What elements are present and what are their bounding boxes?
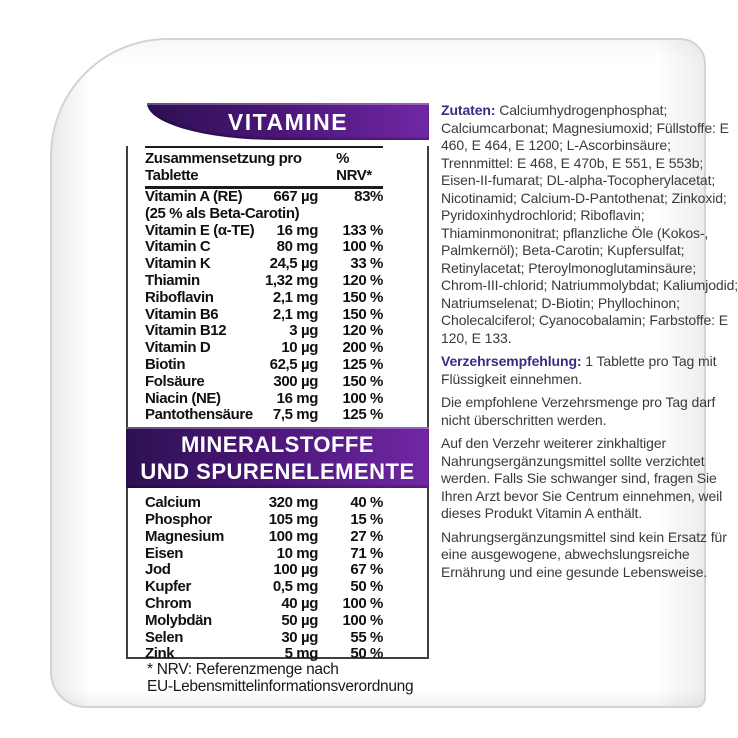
table-row	[145, 239, 383, 256]
nutrient-nrv: 125 %	[342, 406, 383, 424]
nutrient-nrv: 27 %	[350, 527, 383, 545]
vitamins-header-title: VITAMINE	[227, 109, 349, 135]
ingredients-paragraph	[441, 102, 738, 347]
nutrient-nrv: 125 %	[342, 355, 383, 373]
nutrient-name: Thiamin	[145, 271, 200, 289]
nutrient-nrv: 150 %	[342, 288, 383, 306]
table-row	[145, 630, 383, 647]
nrv-footnote-line2: EU-Lebensmittelinformationsverordnung	[147, 678, 414, 695]
nutrient-amount: 40 µg	[281, 594, 318, 612]
nutrient-amount: 320 mg	[268, 494, 318, 512]
table-header-row	[145, 146, 383, 189]
table-row	[145, 323, 383, 340]
nutrient-name: Biotin	[145, 355, 186, 373]
nutrient-subnote: (25 % als Beta-Carotin)	[145, 204, 300, 222]
nutrient-nrv: 83%	[354, 188, 383, 205]
ingredients-text: Calciumhydrogenphosphat; Calciumcarbonat; Magnesiumoxid; Füllstoffe: E 460, E 464, E 1200; L-Ascorbinsäure; Trennmittel: E 468, E 470b, E 551, E 553b; Eisen-II-fumarat; DL-alpha-Tocopherylacetat; Nicotinamid; Calcium-D-Pantothenat; Zinkoxid; Pyridoxinhydrochlorid; Riboflavin; Thiaminmononitrat; pflanzliche Öle (Kokos-, Palmkernöl); Beta-Carotin; Kupfersulfat; Retinylacetat; Pteroylmonoglutaminsäure; Chrom-III-chlorid; Natriummolybdat; Kaliumjodid; Natriumselenat; D-Biotin; Phyllochinon; Cholecalciferol; Cyanocobalamin; Farbstoffe: E 120, E 133.	[441, 102, 738, 346]
nutrient-name: Calcium	[145, 494, 201, 512]
nutrient-amount: 100 mg	[268, 527, 318, 545]
table-row	[145, 596, 383, 613]
table-row	[145, 529, 383, 546]
nutrient-amount: 30 µg	[281, 628, 318, 646]
nutrient-nrv: 150 %	[342, 305, 383, 323]
nutrient-nrv: 100 %	[342, 594, 383, 612]
nutrient-amount: 16 mg	[276, 221, 318, 239]
nrv-column-header: % NRV*	[336, 150, 372, 184]
nutrient-nrv: 50 %	[350, 645, 383, 663]
table-row	[145, 290, 383, 307]
table-row	[145, 340, 383, 357]
nutrient-name: Vitamin B12	[145, 322, 227, 340]
nrv-footnote	[147, 661, 413, 695]
nutrient-amount: 5 mg	[284, 645, 318, 663]
nutrient-amount: 50 µg	[281, 611, 318, 629]
information-text-column	[441, 102, 738, 587]
table-row	[145, 223, 383, 240]
table-row	[145, 273, 383, 290]
nutrient-name: Jod	[145, 561, 171, 579]
nutrient-amount: 16 mg	[276, 389, 318, 407]
nrv-footnote-line1: * NRV: Referenzmenge nach	[147, 661, 339, 678]
minerals-header-line1: MINERALSTOFFE	[180, 432, 375, 458]
nutrient-amount: 300 µg	[273, 372, 318, 390]
vitamins-table	[145, 189, 383, 424]
table-row	[145, 189, 383, 223]
nutrient-nrv: 55 %	[350, 628, 383, 646]
nutrient-amount: 2,1 mg	[272, 288, 318, 306]
nutrient-nrv: 50 %	[350, 578, 383, 596]
nutrient-name: Vitamin K	[145, 255, 211, 273]
table-row	[145, 495, 383, 512]
nutrient-amount: 0,5 mg	[272, 578, 318, 596]
nutrient-amount: 3 µg	[289, 322, 318, 340]
minerals-header-line2: UND SPURENELEMENTE	[140, 459, 415, 485]
table-row	[145, 407, 383, 424]
table-row	[145, 307, 383, 324]
nutrient-amount: 7,5 mg	[272, 406, 318, 424]
nutrient-amount: 10 mg	[276, 544, 318, 562]
nutrient-name: Eisen	[145, 544, 184, 562]
table-row	[145, 579, 383, 596]
nutrient-amount: 24,5 µg	[269, 255, 318, 273]
nutrient-amount: 1,32 mg	[264, 271, 318, 289]
nutrient-nrv: 71 %	[350, 544, 383, 562]
vitamins-header-band	[147, 103, 429, 140]
nutrient-name: Phosphor	[145, 510, 212, 528]
nutrient-nrv: 100 %	[342, 389, 383, 407]
minerals-header-band	[126, 427, 429, 488]
usage-paragraph	[441, 353, 738, 388]
table-row	[145, 256, 383, 273]
nutrition-facts-panel	[126, 103, 429, 663]
nutrient-name: Vitamin A (RE)	[145, 188, 243, 205]
usage-text: 1 Tablette pro Tag mit Flüssigkeit einnehmen.	[441, 353, 717, 387]
nutrient-amount: 667 µg	[273, 188, 318, 205]
nutrient-nrv: 15 %	[350, 510, 383, 528]
disclaimer-paragraph: Nahrungsergänzungsmittel sind kein Ersatz für eine ausgewogene, abwechslungsreiche Ernährung und eine gesunde Lebensweise.	[441, 528, 727, 580]
table-row	[145, 357, 383, 374]
dose-warning-paragraph: Die empfohlene Verzehrsmenge pro Tag darf nicht überschritten werden.	[441, 394, 716, 428]
nutrient-amount: 105 mg	[268, 510, 318, 528]
ingredients-label: Zutaten:	[441, 102, 496, 118]
nutrient-name: Pantothensäure	[145, 406, 253, 424]
composition-column-header: Zusammensetzung pro Tablette	[145, 150, 302, 184]
nutrition-table-body	[126, 146, 429, 663]
table-row	[145, 512, 383, 529]
nutrient-nrv: 40 %	[350, 494, 383, 512]
table-row	[145, 562, 383, 579]
nutrient-nrv: 33 %	[350, 255, 383, 273]
nutrient-nrv: 120 %	[342, 271, 383, 289]
table-row	[145, 546, 383, 563]
nutrient-name: Kupfer	[145, 578, 191, 596]
nutrient-name: Magnesium	[145, 527, 224, 545]
minerals-table	[145, 495, 383, 663]
nutrient-nrv: 120 %	[342, 322, 383, 340]
nutrient-name: Selen	[145, 628, 184, 646]
nutrient-amount: 62,5 µg	[269, 355, 318, 373]
table-row	[145, 374, 383, 391]
usage-label: Verzehrsempfehlung:	[441, 353, 582, 369]
nutrient-name: Vitamin B6	[145, 305, 219, 323]
nutrient-nrv: 150 %	[342, 372, 383, 390]
nutrient-amount: 80 mg	[276, 238, 318, 256]
nutrient-name: Zink	[145, 645, 175, 663]
package-back-panel	[50, 38, 738, 708]
nutrient-name: Molybdän	[145, 611, 212, 629]
nutrient-name: Niacin (NE)	[145, 389, 221, 407]
zinc-warning-paragraph: Auf den Verzehr weiterer zinkhaltiger Nahrungsergänzungsmittel sollte verzichtet werden. Falls Sie schwanger sind, fragen Sie Ihren Arzt bevor Sie Centrum einnehmen, weil dieses Produkt Vitamin A enthält.	[441, 435, 723, 521]
nutrient-nrv: 133 %	[342, 221, 383, 239]
table-row	[145, 613, 383, 630]
nutrient-name: Folsäure	[145, 372, 205, 390]
nutrient-nrv: 100 %	[342, 238, 383, 256]
nutrient-name: Riboflavin	[145, 288, 214, 306]
nutrient-amount: 100 µg	[273, 561, 318, 579]
nutrient-amount: 10 µg	[281, 339, 318, 357]
nutrient-name: Vitamin E (α-TE)	[145, 221, 255, 239]
nutrient-amount: 2,1 mg	[272, 305, 318, 323]
nutrient-name: Vitamin D	[145, 339, 211, 357]
nutrient-nrv: 200 %	[342, 339, 383, 357]
nutrient-nrv: 67 %	[350, 561, 383, 579]
nutrient-name: Chrom	[145, 594, 192, 612]
nutrient-nrv: 100 %	[342, 611, 383, 629]
nutrient-name: Vitamin C	[145, 238, 211, 256]
table-row	[145, 391, 383, 408]
